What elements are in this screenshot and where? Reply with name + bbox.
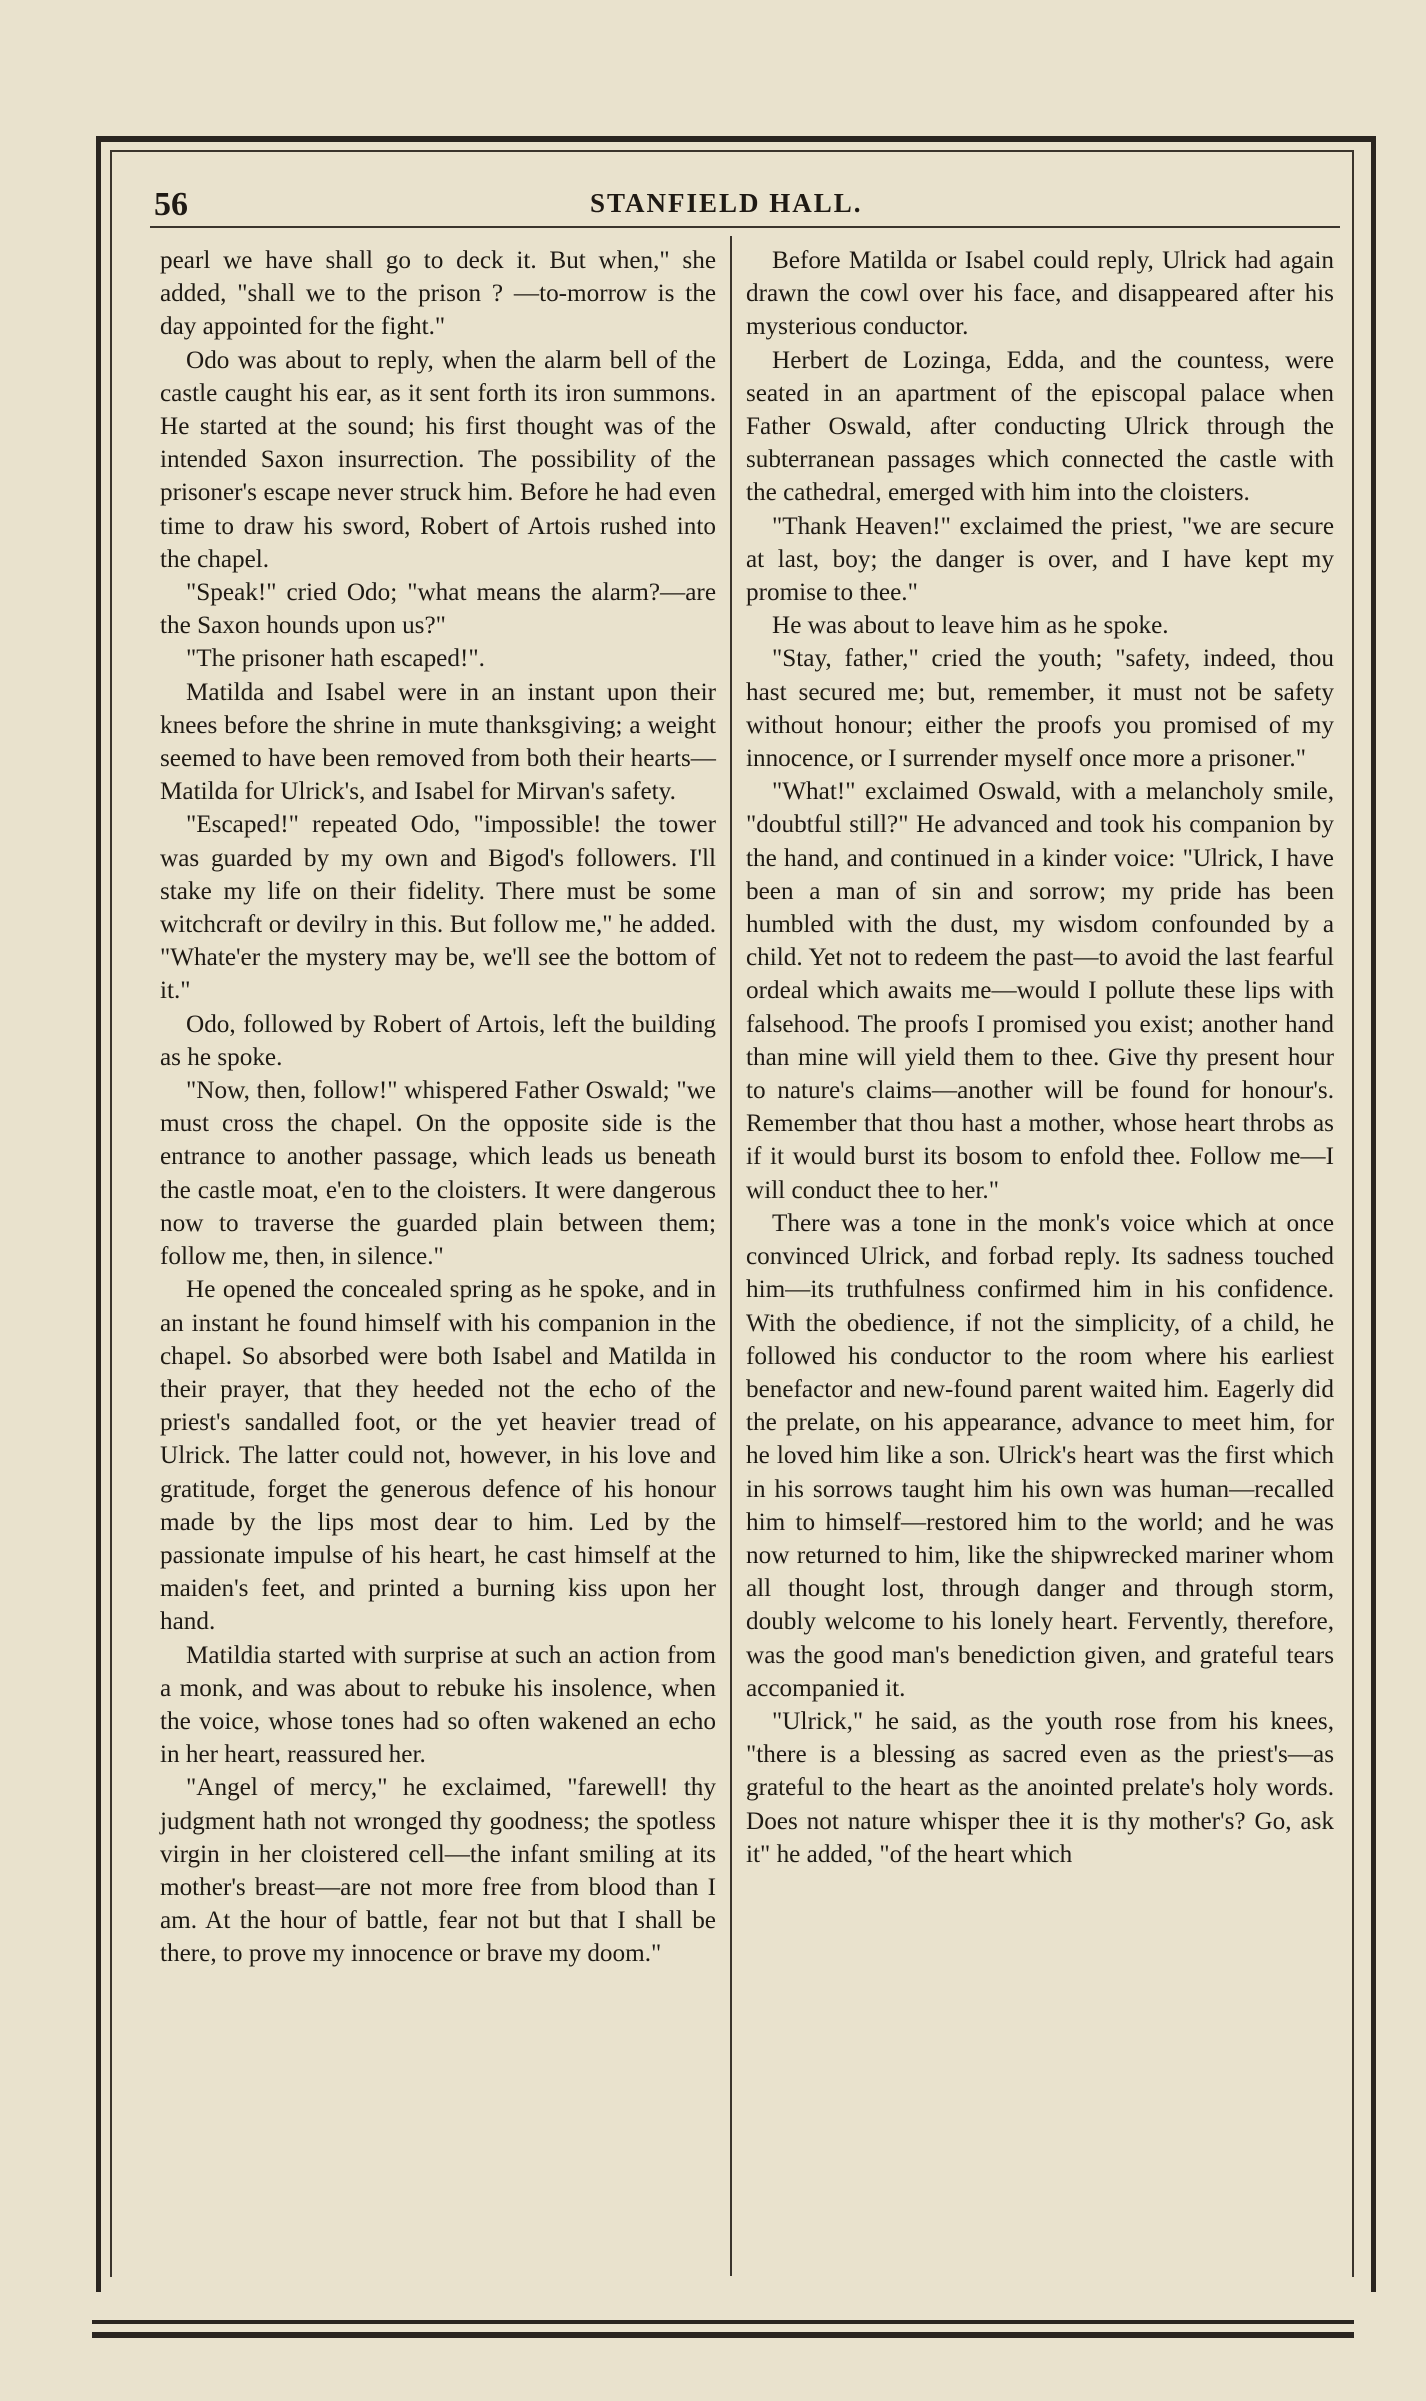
paragraph: "Thank Heaven!" exclaimed the priest, "we are secure at last, boy; the danger is over, and I have kept my promise to thee." bbox=[746, 512, 1334, 607]
paragraph: "What!" exclaimed Oswald, with a melancholy smile, "doubtful still?" He advanced and took his companion by the hand, and continued in a kinder voice: "Ulrick, I have been a man of sin and sorrow; my pride has been humbled with the dust, my wisdom confounded by a child. Yet not to redeem the past—to avoid the last fearful ordeal which awaits me—would I pollute these lips with falsehood. The proofs I promised you exist; another hand than mine will yield them to thee. Give thy present hour to nature's claims—another will be found for honour's. Remember that thou hast a mother, whose heart throbs as if it would burst its bosom to enfold thee. Follow me—I will conduct thee to her." bbox=[746, 778, 1334, 1204]
paragraph: "Ulrick," he said, as the youth rose from his knees, "there is a blessing as sacred even as the priest's—as grateful to the heart as the anointed prelate's holy words. Does not nature whisper thee it is thy mother's? Go, ask it" he added, "of the heart which bbox=[746, 1707, 1334, 1868]
left-column bbox=[160, 244, 716, 1971]
paragraph: Before Matilda or Isabel could reply, Ulrick had again drawn the cowl over his face, and disappeared after his mysterious conductor. bbox=[746, 247, 1334, 341]
paragraph: Matilda and Isabel were in an instant upon their knees before the shrine in mute thanksgiving; a weight seemed to have been removed from both their hearts—Matilda for Ulrick's, and Isabel for Mirvan's safety. bbox=[160, 678, 716, 806]
paragraph: "Stay, father," cried the youth; "safety, indeed, thou hast secured me; but, remember, it must not be safety without honour; either the proofs you promised of my innocence, or I surrender myself once more a prisoner." bbox=[746, 645, 1334, 773]
page-number: 56 bbox=[154, 186, 188, 223]
paragraph: Odo was about to reply, when the alarm bell of the castle caught his ear, as it sent forth its iron summons. He started at the sound; his first thought was of the intended Saxon insurrection. The possibility of the prisoner's escape never struck him. Before he had even time to draw his sword, Robert of Artois rushed into the chapel. bbox=[160, 346, 716, 573]
paragraph: pearl we have shall go to deck it. But when," she added, "shall we to the prison ? —to-morrow is the day appointed for the fight." bbox=[160, 247, 716, 341]
paragraph: Herbert de Lozinga, Edda, and the countess, were seated in an apartment of the episcopal palace when Father Oswald, after conducting Ulrick through the subterranean passages which connected the castle with the cathedral, emerged with him into the cloisters. bbox=[746, 346, 1334, 507]
paragraph: Matildia started with surprise at such an action from a monk, and was about to rebuke his insolence, when the voice, whose tones had so often wakened an echo in her heart, reassured her. bbox=[160, 1641, 716, 1769]
paragraph: "The prisoner hath escaped!". bbox=[186, 645, 485, 673]
paragraph: He opened the concealed spring as he spoke, and in an instant he found himself with his companion in the chapel. So absorbed were both Isabel and Matilda in their prayer, that they heeded not the echo of the priest's sandalled foot, or the yet heavier tread of Ulrick. The latter could not, however, in his love and gratitude, forget the generous defence of his honour made by the lips most dear to him. Led by the passionate impulse of his heart, he cast himself at the maiden's feet, and printed a burning kiss upon her hand. bbox=[160, 1276, 716, 1636]
paragraph: "Angel of mercy," he exclaimed, "farewell! thy judgment hath not wronged thy goodness; the spotless virgin in her cloistered cell—the infant smiling at its mother's breast—are not more free from blood than I am. At the hour of battle, fear not but that I shall be there, to prove my innocence or brave my doom." bbox=[160, 1774, 716, 1968]
paragraph: "Speak!" cried Odo; "what means the alarm?—are the Saxon hounds upon us?" bbox=[160, 579, 716, 640]
bottom-rule-thick bbox=[92, 2332, 1354, 2338]
page-header bbox=[150, 178, 1330, 228]
header-rule bbox=[150, 226, 1340, 228]
paragraph: "Now, then, follow!" whispered Father Oswald; "we must cross the chapel. On the opposite side is the entrance to another passage, which leads us beneath the castle moat, e'en to the cloisters. It were dangerous now to traverse the guarded plain between them; follow me, then, in silence." bbox=[160, 1077, 716, 1271]
paragraph: Odo, followed by Robert of Artois, left the building as he spoke. bbox=[160, 1010, 716, 1071]
bottom-rule bbox=[92, 2320, 1354, 2324]
paragraph: "Escaped!" repeated Odo, "impossible! the tower was guarded by my own and Bigod's followers. I'll stake my life on their fidelity. There must be some witchcraft or devilry in this. But follow me," he added. "Whate'er the mystery may be, we'll see the bottom of it." bbox=[160, 811, 716, 1005]
column-divider bbox=[730, 236, 732, 2276]
right-column bbox=[746, 244, 1334, 1871]
paragraph: He was about to leave him as he spoke. bbox=[772, 612, 1169, 640]
paragraph: There was a tone in the monk's voice which at once convinced Ulrick, and forbad reply. Its sadness touched him—its truthfulness confirmed him in his confidence. With the obedience, if not the simplicity, of a child, he followed his conductor to the room where his earliest benefactor and new-found parent waited him. Eagerly did the prelate, on his appearance, advance to meet him, for he loved him like a son. Ulrick's heart was the first which in his sorrows taught him his own was human—recalled him to himself—restored him to the world; and he was now returned to him, like the shipwrecked mariner whom all thought lost, through danger and through storm, doubly welcome to his lonely heart. Fervently, therefore, was the good man's benediction given, and grateful tears accompanied it. bbox=[746, 1209, 1334, 1702]
running-title: STANFIELD HALL. bbox=[590, 188, 863, 218]
